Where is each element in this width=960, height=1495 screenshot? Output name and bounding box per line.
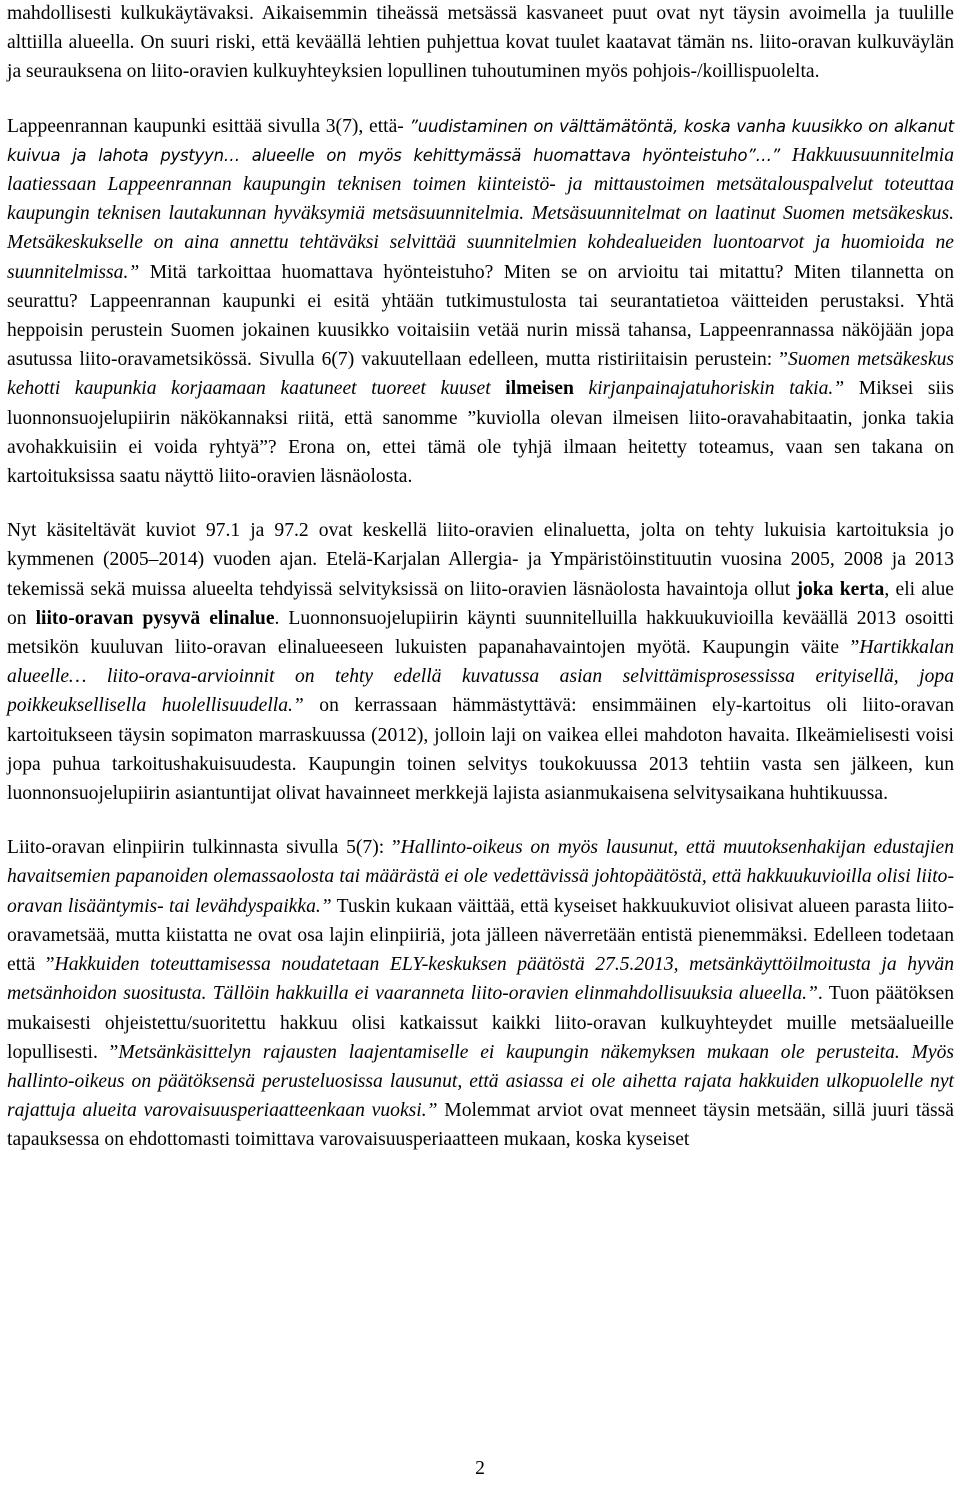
text-run: Hartikkalan alueelle… liito-orava-arvioinnit on tehty edellä kuvatussa asian selvittämisprosessissa erityisellä, jopa poikkeuksellisella huolellisuudella.” — [7, 637, 954, 717]
text-run: ilmeisen — [505, 378, 574, 400]
text-run: Lappeenrannan kaupunki esittää sivulla 3(7), että- — [7, 115, 410, 137]
text-run: liito-oravan pysyvä elinalue — [35, 607, 275, 629]
text-run: Nyt käsiteltävät kuviot 97.1 ja 97.2 ovat keskellä liito-oravien elinaluetta, jolta on tehty lukuisia kartoituksia jo kymmenen (2005–2014) vuoden ajan. Etelä-Karjalan Allergia- ja Ympäristöinstituutin vuosina 2005, 2008 ja 2013 tekemissä sekä muissa alueelta tehdyissä selvityksissä on liito-oravien läsnäolosta havaintoja ollut — [7, 520, 954, 600]
text-run: Miksei siis luonnonsuojelupiirin näkökannaksi riitä, että sanomme ”kuviolla olevan ilmeisen liito-oravahabitaatin, jonka takia avohakkuisiin ei voida ryhtyä”? Erona on, ettei tämä ole tyhjä ilmaan heitetty toteamus, vaan sen takana on kartoituksissa saatu näyttö liito-oravien läsnäolosta. — [7, 378, 954, 488]
text-run: on kerrassaan hämmästyttävä: ensimmäinen ely-kartoitus oli liito-oravan kartoitukseen täysin sopimaton marraskuussa (2012), jolloin laji on vaikea ellei mahdoton havaita. Ilkeämielisesti voisi jopa puhua tarkoitushakuisuudesta. Kaupungin toinen selvitys toukokuussa 2013 tehtiin vasta sen jälkeen, kun luonnonsuojelupiirin asiantuntijat olivat havainneet merkkejä lajista asianmukaisena selvitysaikana huhtikuussa. — [7, 695, 955, 805]
text-run: kirjanpainajatuhoriskin takia.” — [573, 378, 845, 400]
text-run: mahdollisesti kulkukäytävaksi. Aikaisemmin tiheässä metsässä kasvaneet puut ovat nyt täysin avoimella ja tuulille alttiilla alueella. On suuri riski, että keväällä lehtien puhjettua kovat tuulet kaatavat tämän ns. liito-oravan kulkuväylän ja seurauksena on liito-oravien kulkuyhteyksien lopullinen tuhoutuminen myös pohjois-/koillispuolelta. — [7, 3, 954, 83]
text-run: Metsänkäsittelyn rajausten laajentamiselle ei kaupungin näkemyksen mukaan ole perusteita. Myös hallinto-oikeus on päätöksensä perusteluosissa lausunut, että asiassa ei ole aihetta rajata hakkuiden ulkopuolelle nyt rajattuja alueita varovaisuusperiaatteenkaan vuoksi.” — [7, 1041, 954, 1122]
text-run: . Tuon päätöksen mukaisesti ohjeistettu/suoritettu hakkuu olisi katkaissut kaikki liito-oravan kulkuyhteydet muille metsäalueille lopullisesti. ” — [7, 983, 955, 1063]
paragraph-3 — [7, 516, 954, 808]
text-run: Suomen metsäkeskus kehotti kaupunkia korjaamaan kaatuneet tuoreet kuuset — [7, 349, 954, 400]
text-run: , eli alue on — [7, 578, 955, 629]
paragraph-2 — [7, 112, 954, 492]
text-run: Hallinto-oikeus on myös lausunut, että muutoksenhakijan edustajien havaitsemien papanoiden olemassaolosta tai määrästä ei ole vedettävissä johtopäätöstä, että hakkuukuvioilla olisi liito-oravan lisääntymis- tai levähdyspaikka.” — [7, 837, 954, 917]
text-run: ”uudistaminen on välttämätöntä, koska vanha kuusikko on alkanut kuivua ja lahota pystyyn… alueelle on myös kehittymässä huomattava hyönteistuho”…” — [7, 116, 954, 165]
text-run: Hakkuusuunnitelmia laatiessaan Lappeenrannan kaupungin teknisen toimen kiinteistö- ja mittaustoimen metsätalouspalvelut toteuttaa kaupungin teknisen lautakunnan hyväksymiä metsäsuunnitelmia. Metsäsuunnitelmat on laatinut Suomen metsäkeskus. Metsäkeskukselle on aina annettu tehtäväksi selvittää suunnitelmien kohdealueiden luontoarvot ja huomioida ne suunnitelmissa.” — [7, 144, 954, 283]
text-run: . Luonnonsuojelupiirin käynti suunnitelluilla hakkuukuvioilla keväällä 2013 osoitti metsikön kuuluvan liito-oravan elinalueeseen lukuisten papanahavaintojen myötä. Kaupungin väite ” — [7, 607, 954, 659]
text-run: Mitä tarkoittaa huomattava hyönteistuho? Miten se on arvioitu tai mitattu? Miten tilannetta on seurattu? Lappeenrannan kaupunki ei esitä yhtään tutkimustulosta tai seurantatietoa väitteiden perustaksi. Yhtä heppoisin perustein Suomen jokainen kuusikko voitaisiin vetää nurin missä tahansa, Lappeenrannassa näköjään jopa asutussa liito-oravametsikössä. Sivulla 6(7) vakuutellaan edelleen, mutta ristiriitaisin perustein: ” — [7, 261, 954, 371]
text-run: Tuskin kukaan väittää, että kyseiset hakkuukuviot olisivat alueen parasta liito-oravametsää, mutta kiistatta ne ovat osa lajin elinpiiriä, jota jälleen näverretään entistä pienemmäksi. Edelleen todetaan että ” — [7, 895, 955, 976]
paragraph-1 — [7, 0, 954, 87]
text-run: Hakkuiden toteuttamisessa noudatetaan ELY-keskuksen päätöstä 27.5.2013, metsänkäyttöilmoitusta ja hyvän metsänhoidon suositusta. Tällöin hakkuilla ei vaaranneta liito-oravien elinmahdollisuuksia alueella.” — [7, 954, 954, 1005]
text-run: joka kerta — [796, 578, 885, 600]
text-run: Molemmat arviot ovat menneet täysin metsään, sillä juuri tässä tapauksessa on ehdottomasti toimittava varovaisuusperiaatteen mukaan, koska kyseiset — [7, 1100, 954, 1151]
paragraph-4 — [7, 833, 954, 1154]
text-run: Liito-oravan elinpiirin tulkinnasta sivulla 5(7): ” — [7, 837, 401, 859]
page-number: 2 — [475, 1458, 485, 1479]
